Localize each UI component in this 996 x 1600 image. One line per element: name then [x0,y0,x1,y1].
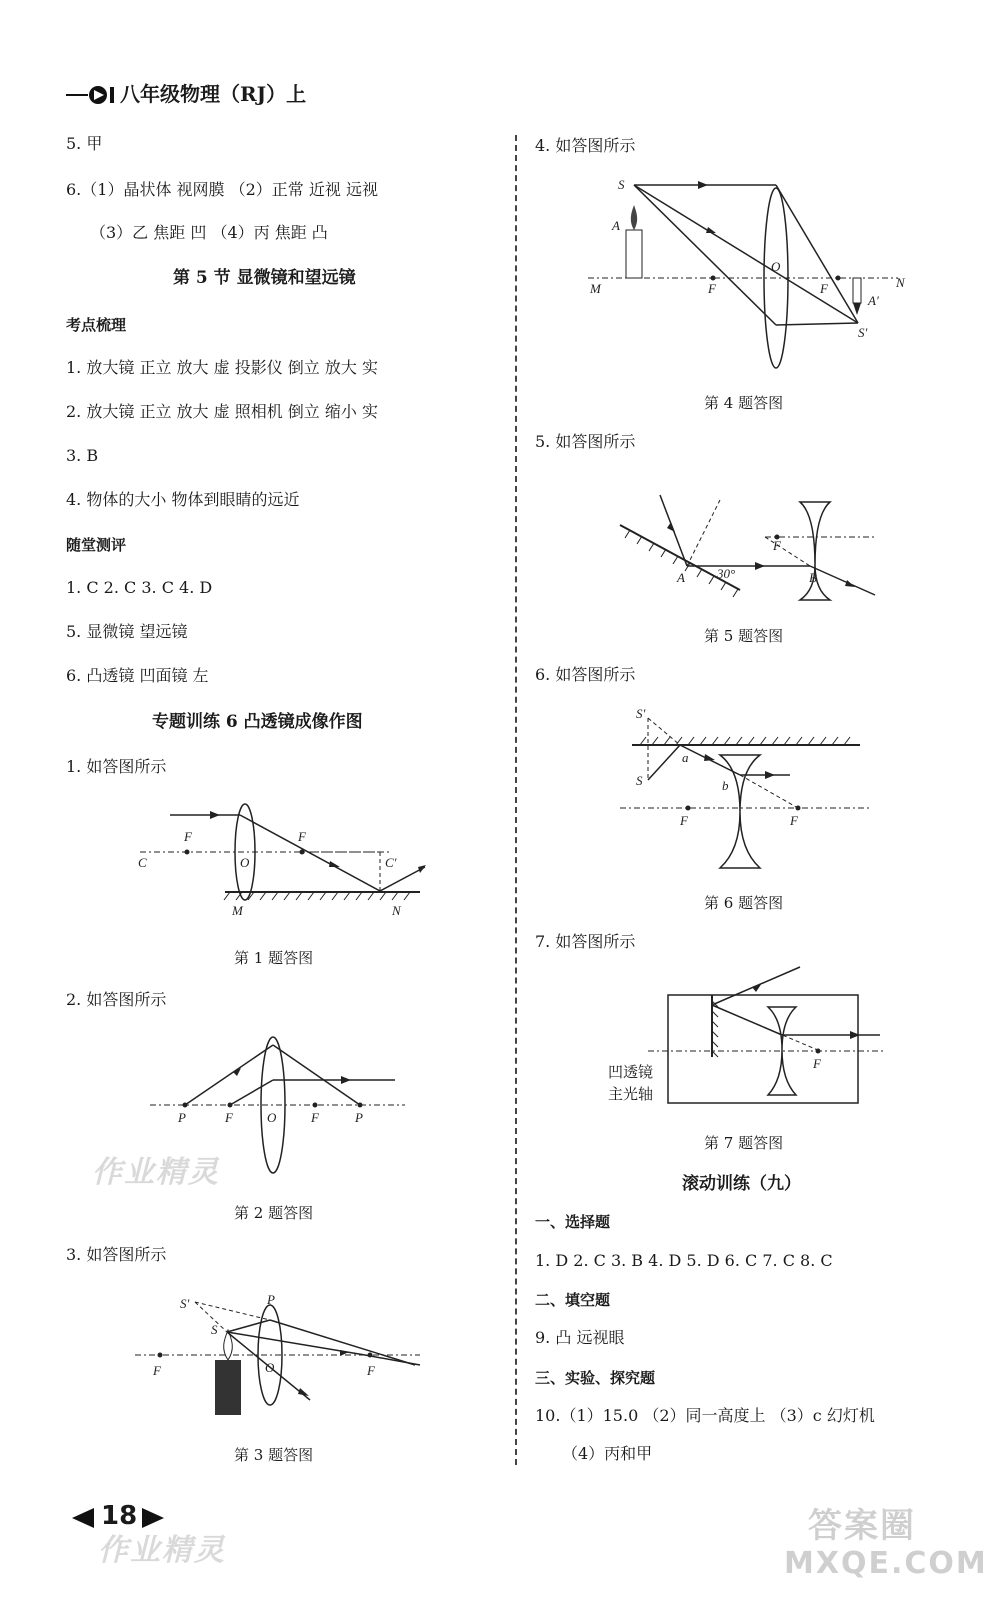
subsection-kdsl: 考点梳理 [66,316,127,334]
svg-text:F: F [311,1110,319,1125]
page-number: 18 [101,1501,138,1531]
caption-3: 第 3 题答图 [234,1446,314,1464]
part-1-answers: 1. D 2. C 3. B 4. D 5. D 6. C 7. C 8. C [535,1251,833,1270]
svg-text:F: F [225,1110,233,1125]
caption-1: 第 1 题答图 [234,949,314,967]
answer-s6: 6. 凸透镜 凹面镜 左 [66,666,209,685]
svg-text:B: B [809,570,817,585]
svg-text:P: P [267,1292,275,1307]
answer-10a: 10.（1）15.0 （2）同一高度上 （3）c 幻灯机 [535,1406,875,1425]
svg-text:N: N [896,275,905,290]
svg-text:F: F [820,281,828,296]
answer-6a: 6.（1）晶状体 视网膜 （2）正常 近视 远视 [66,180,378,199]
svg-text:F: F [367,1363,375,1378]
question-3: 3. 如答图所示 [66,1245,167,1264]
page-left-arrow-icon [70,1506,96,1530]
figure-1-diagram [130,795,440,925]
svg-text:O: O [267,1110,277,1125]
caption-2: 第 2 题答图 [234,1204,314,1222]
caption-6: 第 6 题答图 [704,894,784,912]
answer-k4: 4. 物体的大小 物体到眼睛的远近 [66,490,300,509]
section-title-5: 第 5 节 显微镜和望远镜 [173,268,356,288]
figure-7-label-axis: 主光轴 [608,1085,654,1103]
question-7: 7. 如答图所示 [535,932,636,951]
svg-text:C′: C′ [385,855,397,870]
svg-text:O: O [240,855,250,870]
svg-text:C: C [138,855,147,870]
svg-text:S: S [636,773,643,788]
part-3-heading: 三、实验、探究题 [535,1369,656,1387]
caption-5: 第 5 题答图 [704,627,784,645]
svg-text:F: F [773,538,781,553]
question-4: 4. 如答图所示 [535,136,636,155]
header-arrow-icon [66,84,116,106]
svg-text:F: F [813,1056,821,1071]
svg-text:M: M [590,281,601,296]
figure-6-diagram [620,700,870,875]
figure-3-diagram [135,1290,425,1430]
question-6: 6. 如答图所示 [535,665,636,684]
svg-text:N: N [392,903,401,918]
answer-k2: 2. 放大镜 正立 放大 虚 照相机 倒立 缩小 实 [66,402,378,421]
figure-4-diagram [588,175,908,375]
header-logo-icon [66,84,116,106]
watermark-site: MXQE.COM [784,1546,988,1581]
watermark-2: 作业精灵 [98,1533,226,1568]
figure-7-label-concave: 凹透镜 [608,1063,654,1081]
svg-text:a: a [682,750,689,765]
svg-text:F: F [708,281,716,296]
svg-text:F: F [298,829,306,844]
svg-text:S′: S′ [636,706,646,721]
figure-5-diagram [615,470,885,610]
header-title: 八年级物理（RJ）上 [120,82,307,106]
answer-10b: （4）丙和甲 [562,1444,653,1463]
answer-9: 9. 凸 远视眼 [535,1328,625,1347]
watermark-1: 作业精灵 [92,1155,220,1190]
answer-5: 5. 甲 [66,134,103,153]
question-5: 5. 如答图所示 [535,432,636,451]
section-title-9: 滚动训练（九） [682,1174,801,1194]
svg-text:S′: S′ [180,1296,190,1311]
svg-text:A′: A′ [868,293,879,308]
svg-text:P: P [355,1110,363,1125]
svg-text:A: A [677,570,685,585]
question-1: 1. 如答图所示 [66,757,167,776]
svg-text:O: O [265,1360,275,1375]
answer-k3: 3. B [66,446,99,465]
svg-text:F: F [153,1363,161,1378]
svg-text:30°: 30° [717,566,736,581]
svg-text:F: F [790,813,798,828]
caption-4: 第 4 题答图 [704,394,784,412]
svg-text:F: F [680,813,688,828]
svg-text:F: F [184,829,192,844]
watermark-logo: 答案圈 [808,1506,916,1546]
column-divider [515,135,517,1465]
answer-6b: （3）乙 焦距 凹 （4）丙 焦距 凸 [90,223,328,242]
question-2: 2. 如答图所示 [66,990,167,1009]
answer-k1: 1. 放大镜 正立 放大 虚 投影仪 倒立 放大 实 [66,358,378,377]
svg-text:S′: S′ [858,325,868,340]
subsection-stcp: 随堂测评 [66,536,127,554]
section-title-6: 专题训练 6 凸透镜成像作图 [152,712,363,732]
answer-s5: 5. 显微镜 望远镜 [66,622,188,641]
answer-s1: 1. C 2. C 3. C 4. D [66,578,213,597]
svg-text:M: M [232,903,243,918]
svg-text:O: O [771,259,781,274]
svg-text:b: b [722,778,729,793]
caption-7: 第 7 题答图 [704,1134,784,1152]
svg-text:S: S [618,177,625,192]
svg-text:S: S [211,1322,218,1337]
part-1-heading: 一、选择题 [535,1213,611,1231]
part-2-heading: 二、填空题 [535,1291,611,1309]
svg-text:A: A [612,218,620,233]
svg-text:P: P [178,1110,186,1125]
